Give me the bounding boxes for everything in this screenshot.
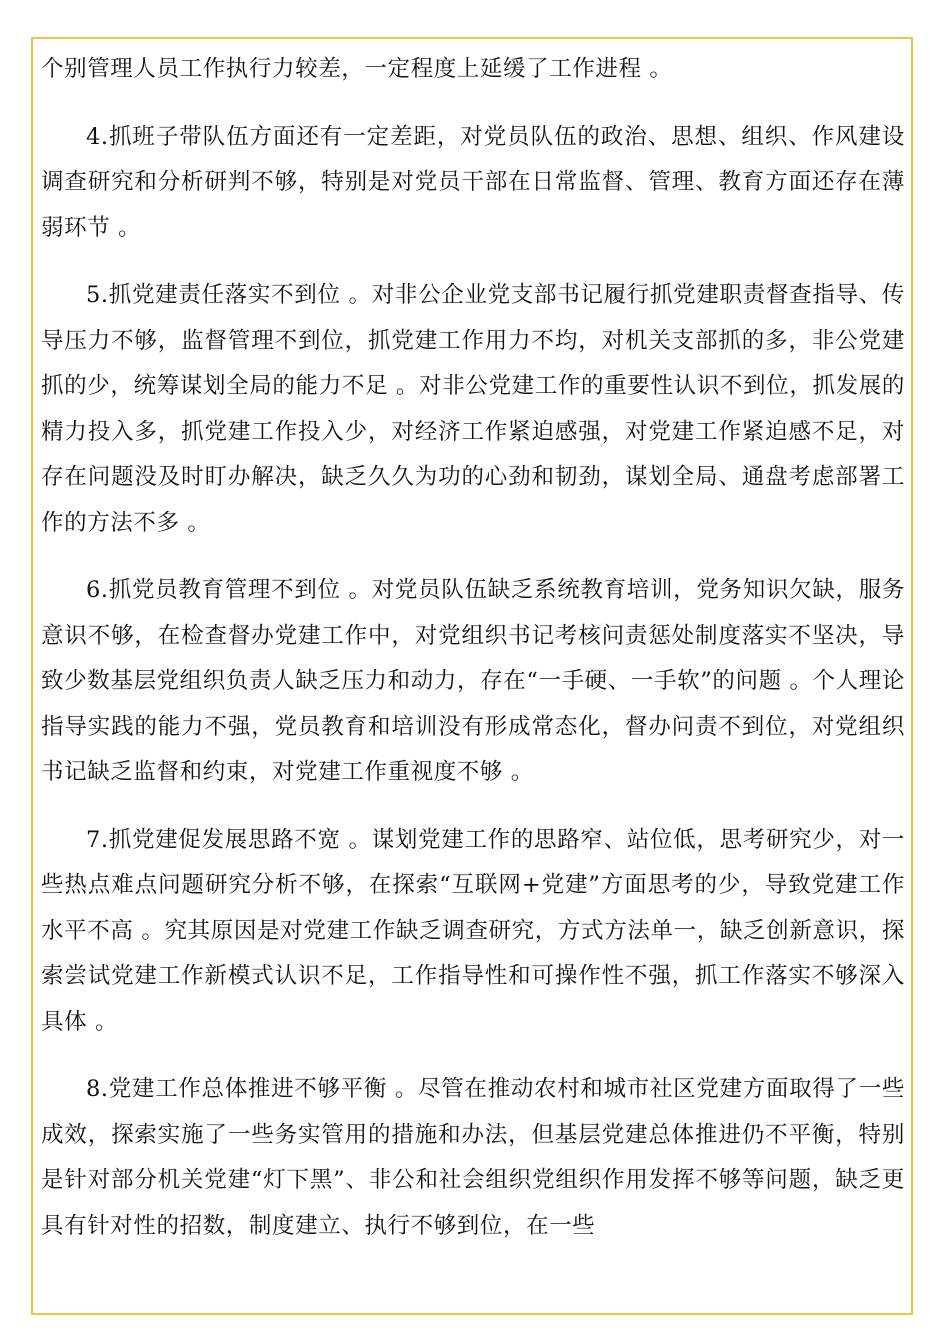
paragraph-item-7: 7.抓党建促发展思路不宽 。谋划党建工作的思路窄、站位低，思考研究少，对一些热点难点问题研究分析不够，在探索“互联网+党建”方面思考的少，导致党建工作水平不高 。究其原因是对党建工作缺乏调查研究，方式方法单一，缺乏创新意识，探索尝试党建工作新模式认识不足，工作指导性和可操作性不强，抓工作落实不够深入具体 。 bbox=[41, 826, 905, 1035]
paragraph-continuation: 个别管理人员工作执行力较差，一定程度上延缓了工作进程 。 bbox=[41, 56, 673, 82]
paragraph-item-8: 8.党建工作总体推进不够平衡 。尽管在推动农村和城市社区党建方面取得了一些成效，探索实施了一些务实管用的措施和办法，但基层党建总体推进仍不平衡，特别是针对部分机关党建“灯下黑”、非公和社会组织党组织作用发挥不够等问题，缺乏更具有针对性的招数，制度建立、执行不够到位，在一些 bbox=[41, 1076, 905, 1239]
paragraph-item-5: 5.抓党建责任落实不到位 。对非公企业党支部书记履行抓党建职责督查指导、传导压力不够，监督管理不到位，抓党建工作用力不均，对机关支部抓的多，非公党建抓的少，统筹谋划全局的能力不足 。对非公党建工作的重要性认识不到位，抓发展的精力投入多，抓党建工作投入少，对经济工作紧迫感强，对党建工作紧迫感不足，对存在问题没及时盯办解决，缺乏久久为功的心劲和韧劲，谋划全局、通盘考虑部署工作的方法不多 。 bbox=[41, 282, 905, 536]
paragraph-item-6: 6.抓党员教育管理不到位 。对党员队伍缺乏系统教育培训，党务知识欠缺，服务意识不够，在检查督办党建工作中，对党组织书记考核问责惩处制度落实不坚决，导致少数基层党组织负责人缺乏压力和动力，存在“一手硬、一手软”的问题 。个人理论指导实践的能力不强，党员教育和培训没有形成常态化，督办问责不到位，对党组织书记缺乏监督和约束，对党建工作重视度不够 。 bbox=[41, 577, 905, 785]
paragraph-item-4: 4.抓班子带队伍方面还有一定差距，对党员队伍的政治、思想、组织、作风建设调查研究和分析研判不够，特别是对党员干部在日常监督、管理、教育方面还存在薄弱环节 。 bbox=[41, 123, 905, 241]
document-body bbox=[41, 47, 905, 1271]
page-frame bbox=[31, 37, 913, 1315]
